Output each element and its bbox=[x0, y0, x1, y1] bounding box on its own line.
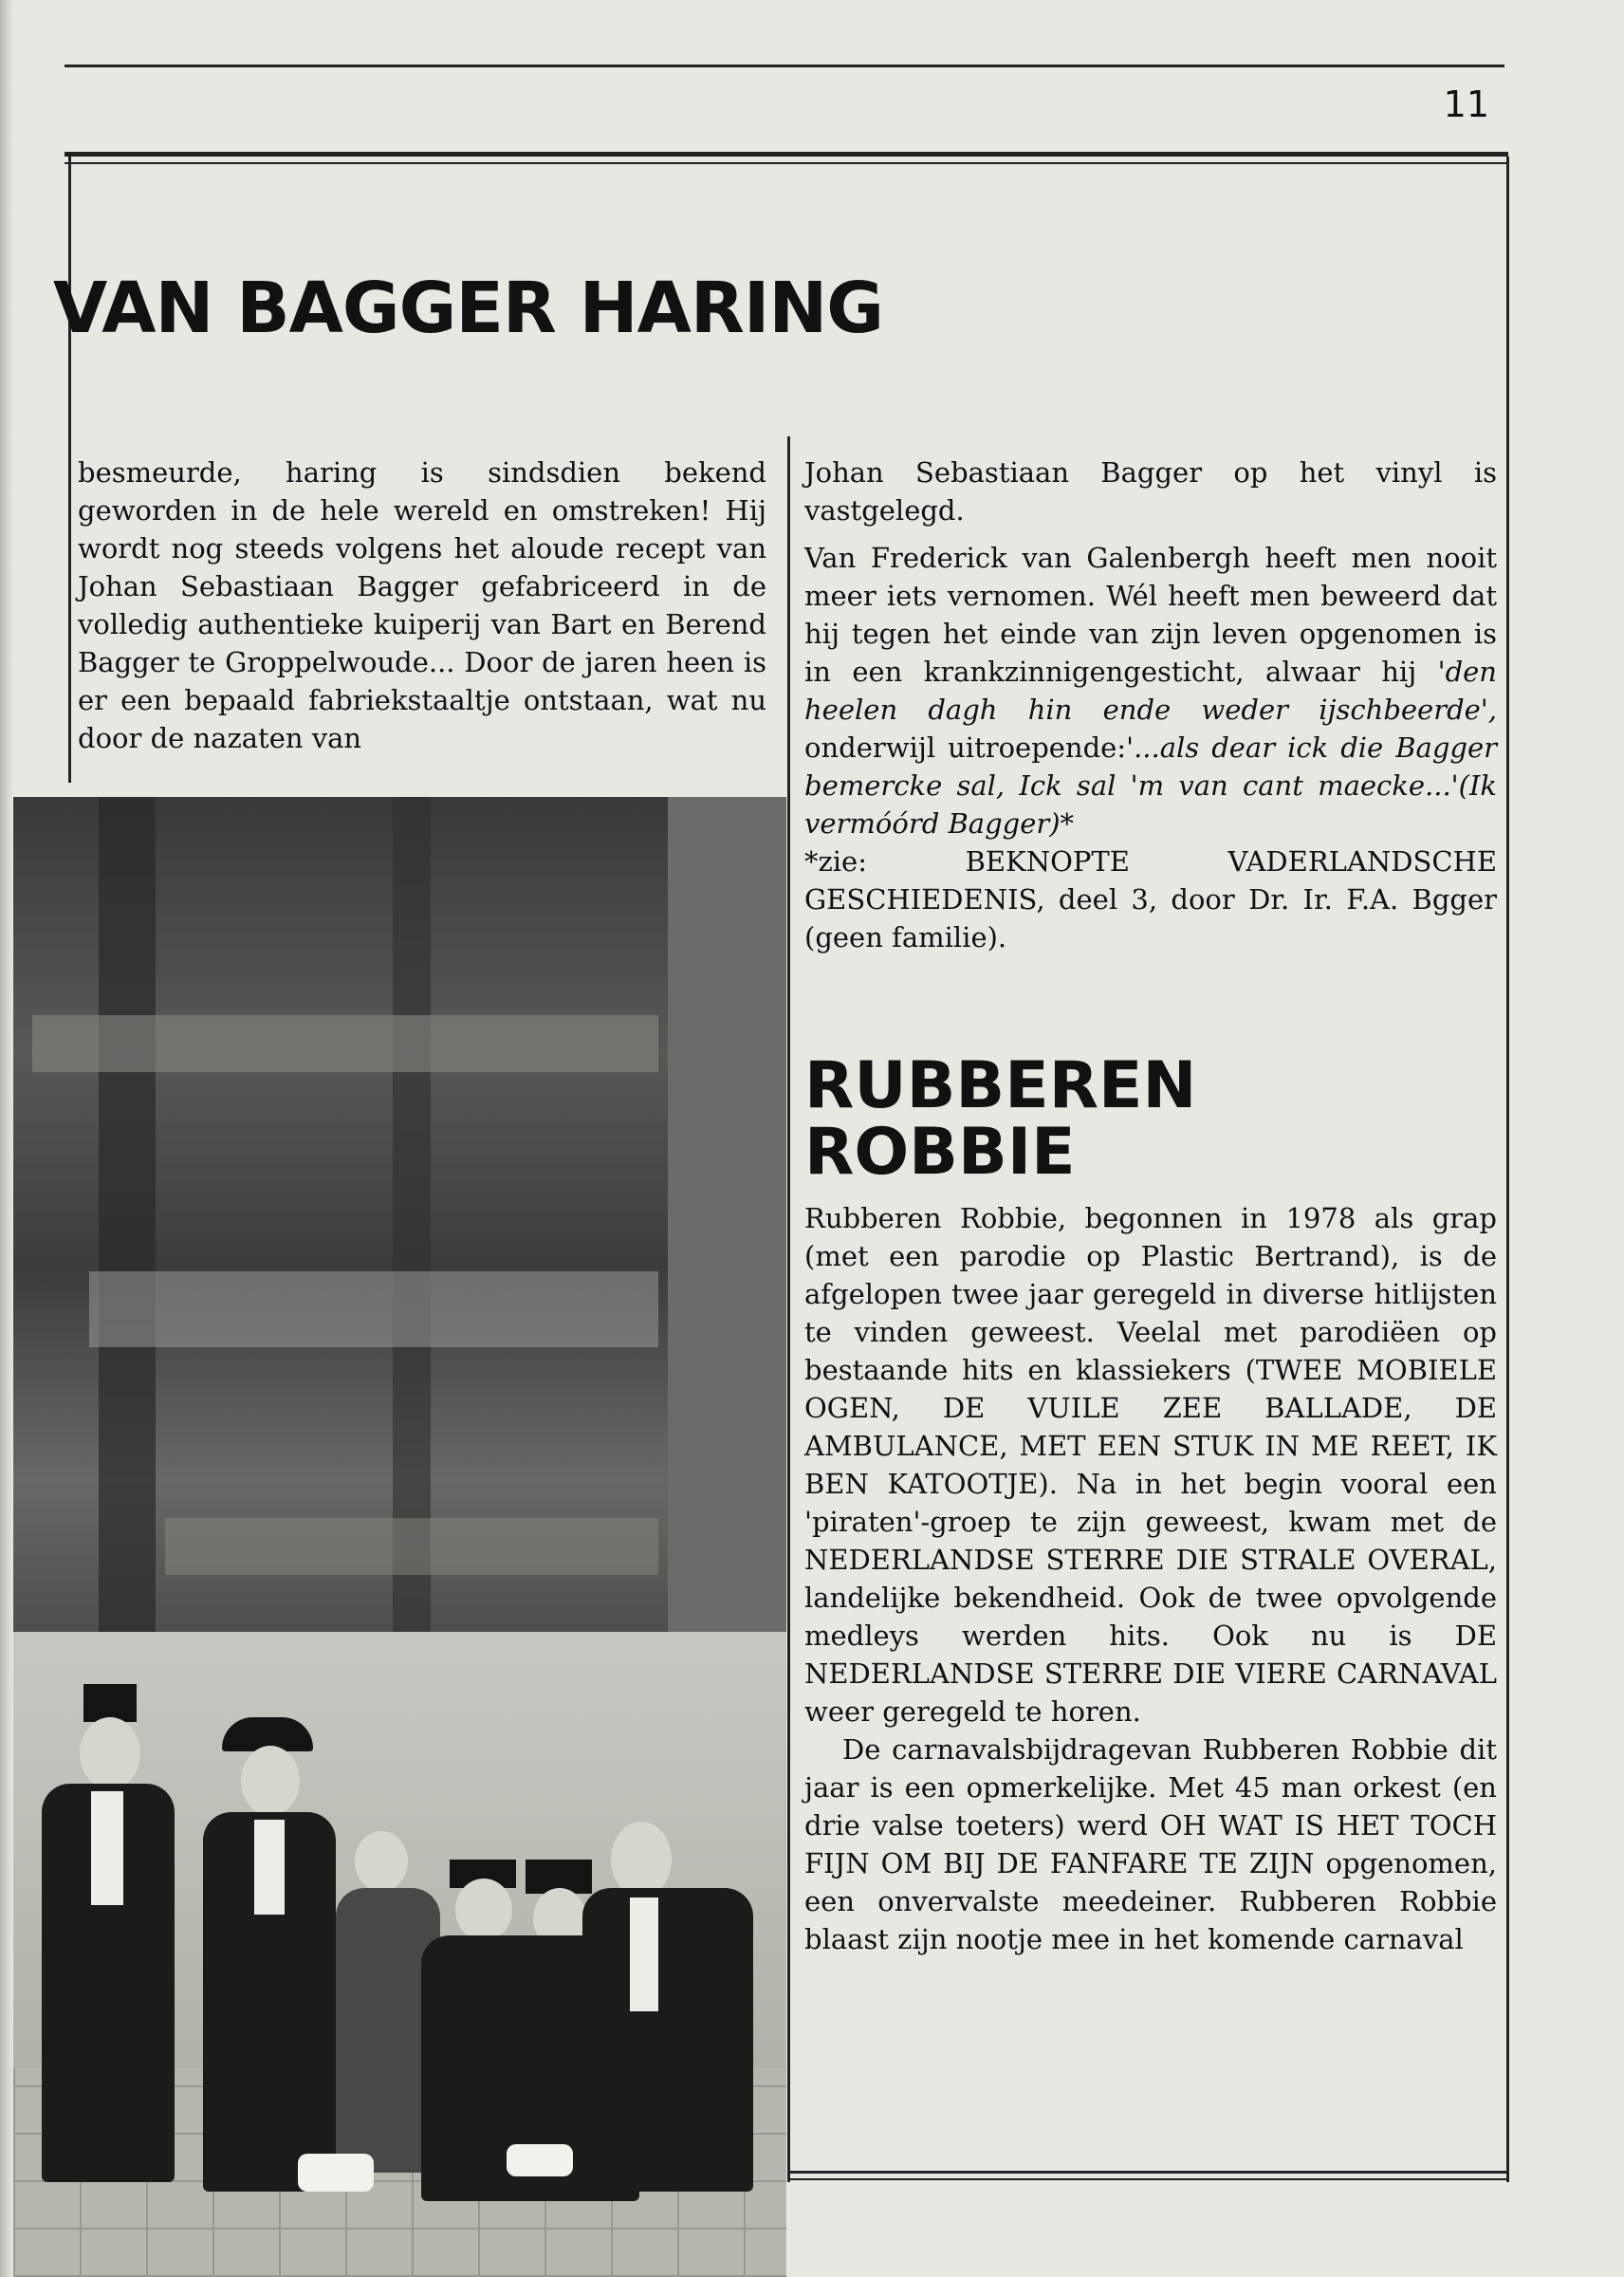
frame-left-rule bbox=[68, 157, 71, 783]
frame-top-rule bbox=[65, 152, 1508, 157]
top-rule bbox=[65, 65, 1504, 67]
page-edge-shadow bbox=[0, 0, 13, 2277]
article2-p2: De carnavalsbijdragevan Rubberen Robbie dit jaar is een opmerkelijke. Met 45 man orkest (en drie valse toeters) werd OH WAT IS HET TOCH FIJN OM BIJ DE FANFARE TE ZIJN opgenomen, een onvervalste meedeiner. Rubberen Robbie blaast zijn nootje mee in het komende carnaval bbox=[804, 1733, 1497, 1955]
p2-quote-1: 'den heelen dagh hin ende weder ijschbeerde', bbox=[804, 656, 1497, 726]
right-column-article1 bbox=[804, 454, 1497, 956]
frame-bottom-rule-thin bbox=[787, 2178, 1508, 2180]
left-column bbox=[78, 454, 766, 757]
article1-footnote: *zie: BEKNOPTE VADERLANDSCHE GESCHIEDENIS, deel 3, door Dr. Ir. F.A. Bgger (geen familie). bbox=[804, 845, 1497, 953]
band-photo bbox=[13, 797, 786, 2277]
p2-text-start: Van Frederick van Galenbergh heeft men nooit meer iets vernomen. Wél heeft men beweerd dat hij tegen het einde van zijn leven opgenomen is in een krankzinnigengesticht, alwaar hij bbox=[804, 542, 1497, 688]
article2-p1: Rubberen Robbie, begonnen in 1978 als grap (met een parodie op Plastic Bertrand), is de afgelopen twee jaar geregeld in diverse hitlijsten te vinden geweest. Veelal met parodiëen op bestaande hits en klassiekers (TWEE MOBIELE OGEN, DE VUILE ZEE BALLADE, DE AMBULANCE, MET EEN STUK IN ME REET, IK BEN KATOOTJE). Na in het begin vooral een 'piraten'-groep te zijn geweest, kwam met de NEDERLANDSE STERRE DIE STRALE OVERAL, landelijke bekendheid. Ook de twee opvolgende medleys werden hits. Ook nu is DE NEDERLANDSE STERRE DIE VIERE CARNAVAL weer geregeld te horen. bbox=[804, 1202, 1497, 1728]
right-column-article2 bbox=[804, 1048, 1497, 1958]
page-number: 11 bbox=[1443, 83, 1489, 125]
article-headline-rubberen-robbie bbox=[804, 1048, 1497, 1190]
column-divider bbox=[787, 436, 790, 2182]
p2-text-mid: onderwijl uitroepende: bbox=[804, 731, 1127, 764]
article-headline-van-bagger-haring: VAN BAGGER HARING bbox=[53, 268, 884, 349]
article1-right-p1: Johan Sebastiaan Bagger op het vinyl is vastgelegd. bbox=[804, 456, 1497, 527]
frame-right-rule bbox=[1506, 157, 1509, 2182]
article1-left-paragraph: besmeurde, haring is sindsdien bekend geworden in de hele wereld en omstreken! Hij wordt nog steeds volgens het aloude recept van Johan Sebastiaan Bagger gefabriceerd in de volledig authentieke kuiperij van Bart en Berend Bagger te Groppelwoude... Door de jaren heen is er een bepaald fabriekstaaltje ontstaan, wat nu door de nazaten van bbox=[78, 456, 766, 754]
headline-line-1: RUBBEREN bbox=[804, 1048, 1197, 1123]
p2-quote-2: '...als dear ick die Bagger bemercke sal, Ick sal 'm van cant maecke...'(Ik vermóórd Bagger)* bbox=[804, 731, 1497, 840]
frame-bottom-rule bbox=[787, 2171, 1508, 2174]
headline-line-2: ROBBIE bbox=[804, 1115, 1076, 1190]
article1-right-p2 bbox=[804, 539, 1497, 842]
frame-top-rule-thin bbox=[65, 162, 1508, 164]
